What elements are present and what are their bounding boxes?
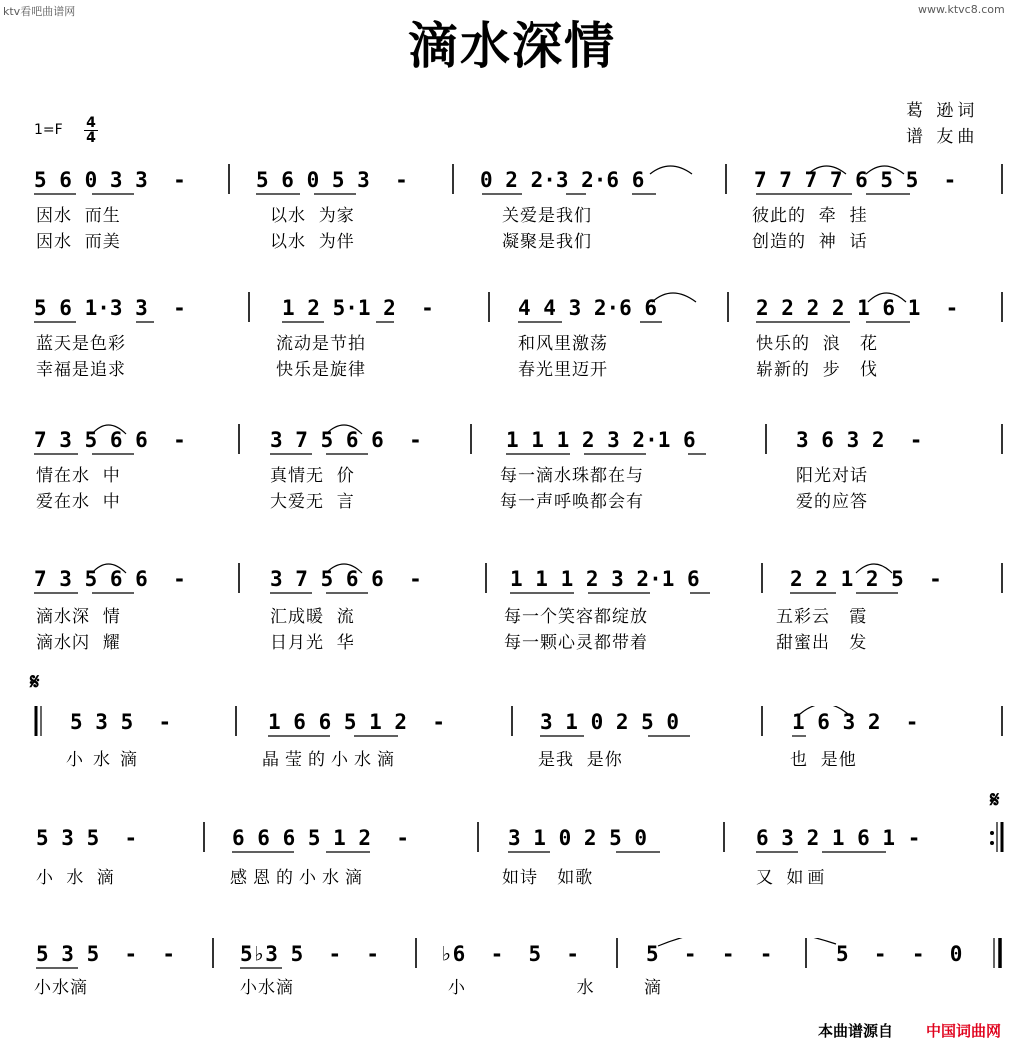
lyric-line-1: 阳光对话 xyxy=(796,466,868,486)
lyric-line-1: 真情无 价 xyxy=(270,466,355,486)
lyric-line-2: 创造的 神 话 xyxy=(752,232,868,252)
measure-notes: 6 3 2 1 6 1 - xyxy=(756,826,921,850)
lyric-line-1: 晶莹的小水滴 xyxy=(262,750,400,770)
lyric-line-1: 以水 为家 xyxy=(270,206,355,226)
lyric-line-2: 每一颗心灵都带着 xyxy=(504,633,648,653)
lyric-line-1: 是我 是你 xyxy=(538,750,623,770)
lyric-line-2: 爱在水 中 xyxy=(36,492,121,512)
staff-row-3 xyxy=(0,424,1024,514)
source-site-link[interactable]: 中国词曲网 xyxy=(926,1022,1002,1040)
watermark-right: www.ktvc8.com xyxy=(918,3,1005,16)
measure-notes: 1 6 3 2 - xyxy=(792,710,919,734)
lyric-line-1: 彼此的 牵 挂 xyxy=(752,206,868,226)
composer-credit: 谱 友曲 xyxy=(906,127,979,147)
measure-notes: 5 3 5 - xyxy=(70,710,172,734)
measure-notes: 3 7 5 6 6 - xyxy=(270,428,422,452)
measure-notes: 1 6 6 5 1 2 - xyxy=(268,710,446,734)
time-signature-top: 4 xyxy=(86,115,96,131)
measure-notes: 5 - - - xyxy=(646,942,773,966)
lyric-line-2: 凝聚是我们 xyxy=(502,232,592,252)
time-signature-bottom: 4 xyxy=(84,130,98,145)
measure-notes: ♭6 - 5 - xyxy=(440,942,580,966)
measure-notes: 2 2 1 2 5 - xyxy=(790,567,942,591)
lyric-line-2: 大爱无 言 xyxy=(270,492,355,512)
lyric-line-1: 感恩的小水滴 xyxy=(230,868,368,888)
staff-row-6 xyxy=(0,822,1024,892)
repeat-dot xyxy=(990,841,994,845)
lyric-line-1: 情在水 中 xyxy=(36,466,121,486)
time-signature xyxy=(84,116,98,145)
lyric-line-1: 滴水深 情 xyxy=(36,607,121,627)
lyric-line-2: 因水 而美 xyxy=(36,232,121,252)
measure-notes: 2 2 2 2 1 6 1 - xyxy=(756,296,959,320)
song-title: 滴水深情 xyxy=(408,17,616,75)
measure-notes: 5 6 0 5 3 - xyxy=(256,168,408,192)
measure-notes: 3 6 3 2 - xyxy=(796,428,923,452)
lyric-line-1: 快乐的 浪 花 xyxy=(756,334,879,354)
lyricist-credit: 葛 逊词 xyxy=(906,101,979,121)
slur xyxy=(652,293,696,302)
lyric-line-2: 日月光 华 xyxy=(270,633,355,653)
segno-sign-icon: 𝄋 xyxy=(990,788,1000,813)
lyric-line-1: 又 如画 xyxy=(756,868,829,888)
lyric-line-1: 五彩云 霞 xyxy=(776,607,868,627)
lyric-line-2: 爱的应答 xyxy=(796,492,868,512)
lyric-line-1: 和风里激荡 xyxy=(518,334,608,354)
lyric-line-2: 崭新的 步 伐 xyxy=(756,360,879,380)
lyric-line-1: 小水滴 xyxy=(240,978,294,998)
lyric-line-2: 幸福是追求 xyxy=(36,360,126,380)
lyric-line-1: 滴 xyxy=(644,978,662,998)
lyric-line-1: 如诗 如歌 xyxy=(502,868,594,888)
watermark-left: ktv看吧曲谱网 xyxy=(3,5,76,18)
measure-notes: 3 1 0 2 5 0 xyxy=(508,826,648,850)
measure-notes: 7 7 7 7 6 5 5 - xyxy=(754,168,957,192)
measure-notes: 3 1 0 2 5 0 xyxy=(540,710,680,734)
measure-notes: 4 4 3 2·6 6 xyxy=(518,296,658,320)
measure-notes: 7 3 5 6 6 - xyxy=(34,428,186,452)
lyric-line-1: 每一个笑容都绽放 xyxy=(504,607,648,627)
staff-row-2 xyxy=(0,292,1024,382)
lyric-line-1: 每一滴水珠都在与 xyxy=(500,466,644,486)
lyric-line-2: 以水 为伴 xyxy=(270,232,355,252)
lyric-line-1: 关爱是我们 xyxy=(502,206,592,226)
lyric-line-2: 甜蜜出 发 xyxy=(776,633,868,653)
measure-notes: 7 3 5 6 6 - xyxy=(34,567,186,591)
lyric-line-2: 春光里迈开 xyxy=(518,360,608,380)
lyric-line-1: 蓝天是色彩 xyxy=(36,334,126,354)
measure-notes: 0 2 2·3 2·6 6 xyxy=(480,168,645,192)
lyric-line-2: 快乐是旋律 xyxy=(276,360,366,380)
staff-row-7 xyxy=(0,938,1024,1008)
lyric-line-1: 小 水 滴 xyxy=(36,868,118,888)
lyric-line-2: 每一声呼唤都会有 xyxy=(500,492,644,512)
measure-notes: 5 6 1·3 3 - xyxy=(34,296,186,320)
lyric-line-1: 因水 而生 xyxy=(36,206,121,226)
lyric-line-1: 流动是节拍 xyxy=(276,334,366,354)
staff-row-5 xyxy=(0,706,1024,776)
measure-notes: 3 7 5 6 6 - xyxy=(270,567,422,591)
lyric-line-1: 也 是他 xyxy=(790,750,857,770)
measure-notes: 5 3 5 - - xyxy=(36,942,176,966)
lyric-line-1: 汇成暖 流 xyxy=(270,607,355,627)
measure-notes: 5 - - 0 xyxy=(836,942,963,966)
lyric-line-2: 滴水闪 耀 xyxy=(36,633,121,653)
source-label: 本曲谱源自 xyxy=(818,1022,894,1040)
measure-notes: 5 3 5 - xyxy=(36,826,138,850)
lyric-line-1: 小水滴 xyxy=(34,978,88,998)
lyric-line-1: 小水滴 xyxy=(66,750,147,770)
measure-notes: 1 1 1 2 3 2·1 6 xyxy=(506,428,696,452)
measure-notes: 5 6 0 3 3 - xyxy=(34,168,186,192)
staff-row-1 xyxy=(0,164,1024,254)
segno-sign-icon: 𝄋 xyxy=(30,670,40,695)
measure-notes: 1 2 5·1 2 - xyxy=(282,296,434,320)
measure-notes: 6 6 6 5 1 2 - xyxy=(232,826,410,850)
staff-row-4 xyxy=(0,563,1024,653)
measure-notes: 5♭3 5 - - xyxy=(240,942,380,966)
key-signature: 1=F xyxy=(34,122,63,138)
lyric-line-1: 小 水 xyxy=(448,978,612,998)
measure-notes: 1 1 1 2 3 2·1 6 xyxy=(510,567,700,591)
repeat-dot xyxy=(990,831,994,835)
slur xyxy=(650,166,692,174)
